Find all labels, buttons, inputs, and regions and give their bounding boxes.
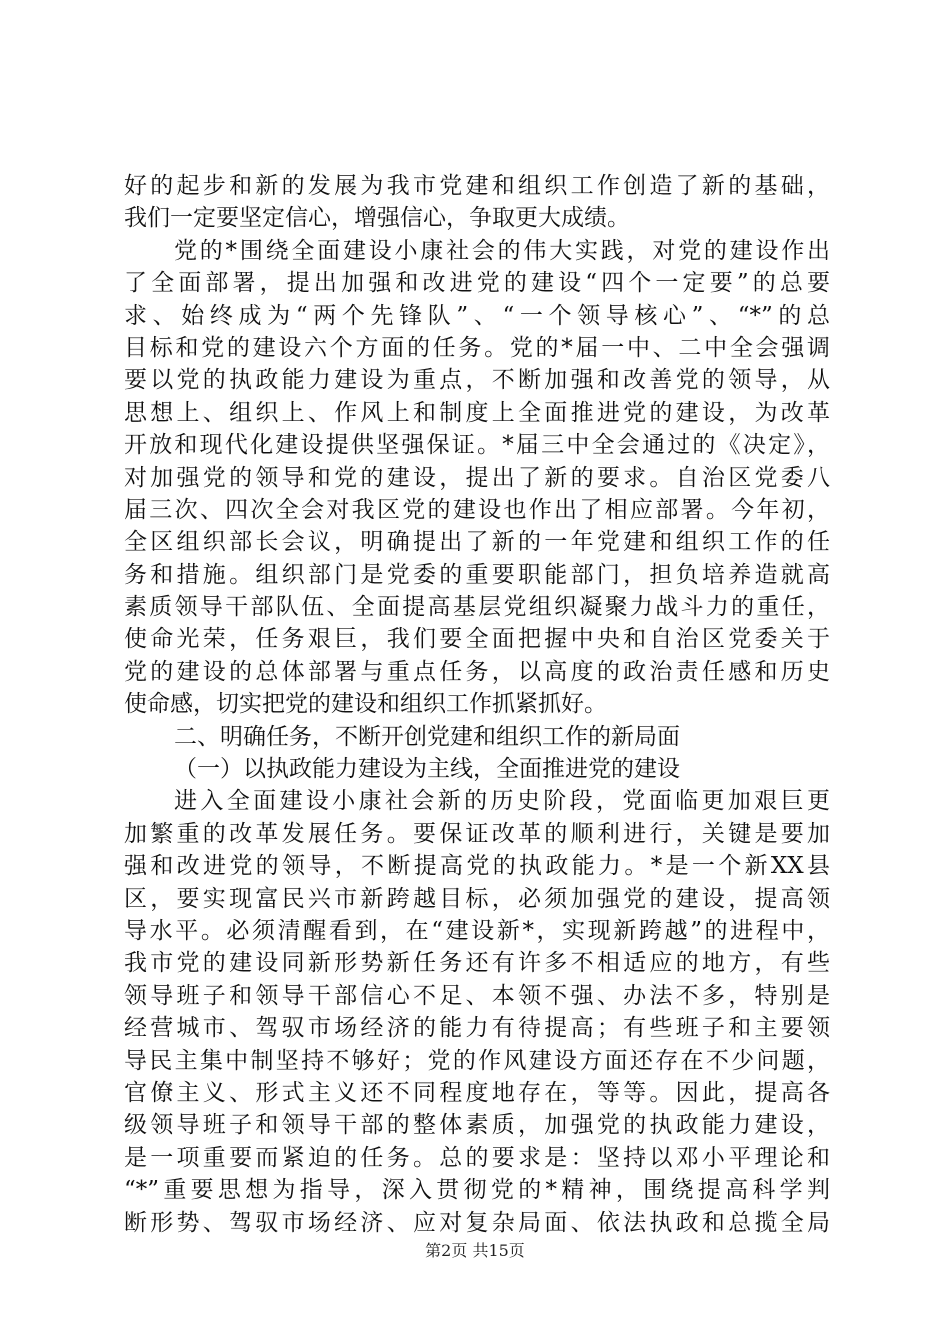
text-line: 导水平。必须清醒看到，在“建设新*，实现新跨越”的进程中， [124,917,830,944]
text-line: 党的建设的总体部署与重点任务，以高度的政治责任感和历史 [124,658,830,685]
text-line: 了全面部署，提出加强和改进党的建设“四个一定要”的总要 [124,270,830,297]
text-line: 务和措施。组织部门是党委的重要职能部门，担负培养造就高 [124,561,830,588]
section-heading: 二、明确任务，不断开创党建和组织工作的新局面 [174,723,680,750]
text-line: 党的*围绕全面建设小康社会的伟大实践，对党的建设作出 [174,237,830,264]
text-line: 好的起步和新的发展为我市党建和组织工作创造了新的基础， [124,173,830,199]
text-line: 经营城市、驾驭市场经济的能力有待提高；有些班子和主要领 [124,1015,830,1042]
text-line: 我市党的建设同新形势新任务还有许多不相适应的地方，有些 [124,950,830,977]
text-line: 是一项重要而紧迫的任务。总的要求是：坚持以邓小平理论和 [124,1144,830,1171]
text-line: 领导班子和领导干部信心不足、本领不强、办法不多，特别是 [124,982,830,1009]
subsection-heading: （一）以执政能力建设为主线，全面推进党的建设 [174,756,680,783]
text-line: 区，要实现富民兴市新跨越目标，必须加强党的建设，提高领 [124,885,830,912]
document-body [124,170,830,1239]
text-line: 我们一定要坚定信心，增强信心，争取更大成绩。 [124,205,630,232]
text-line: 目标和党的建设六个方面的任务。党的*届一中、二中全会强调 [124,334,830,361]
text-line: 全区组织部长会议，明确提出了新的一年党建和组织工作的任 [124,529,830,556]
text-line: 思想上、组织上、作风上和制度上全面推进党的建设，为改革 [124,399,830,426]
text-line: 届三次、四次全会对我区党的建设也作出了相应部署。今年初， [124,496,830,523]
text-line: 要以党的执政能力建设为重点，不断加强和改善党的领导，从 [124,367,830,394]
text-line: 强和改进党的领导，不断提高党的执政能力。*是一个新XX县 [124,853,830,880]
page-number: 第2页 共15页 [425,1241,525,1260]
text-line: 开放和现代化建设提供坚强保证。*届三中全会通过的《决定》， [124,432,830,459]
text-line: 进入全面建设小康社会新的历史阶段，党面临更加艰巨更 [174,788,830,815]
text-line: 官僚主义、形式主义还不同程度地存在，等等。因此，提高各 [124,1079,830,1106]
text-line: “*”重要思想为指导，深入贯彻党的*精神，围绕提高科学判 [124,1177,830,1204]
text-line: 加繁重的改革发展任务。要保证改革的顺利进行，关键是要加 [124,820,830,847]
text-line: 对加强党的领导和党的建设，提出了新的要求。自治区党委八 [124,464,830,491]
text-line: 素质领导干部队伍、全面提高基层党组织凝聚力战斗力的重任， [124,594,830,621]
text-line: 断形势、驾驭市场经济、应对复杂局面、依法执政和总揽全局 [124,1209,830,1236]
text-line: 级领导班子和领导干部的整体素质，加强党的执政能力建设， [124,1112,830,1139]
text-line: 导民主集中制坚持不够好；党的作风建设方面还存在不少问题， [124,1047,830,1074]
text-line: 求、始终成为“两个先锋队”、“一个领导核心”、“*”的总 [124,302,830,329]
text-line: 使命光荣，任务艰巨，我们要全面把握中央和自治区党委关于 [124,626,830,653]
text-line: 使命感，切实把党的建设和组织工作抓紧抓好。 [124,691,607,718]
